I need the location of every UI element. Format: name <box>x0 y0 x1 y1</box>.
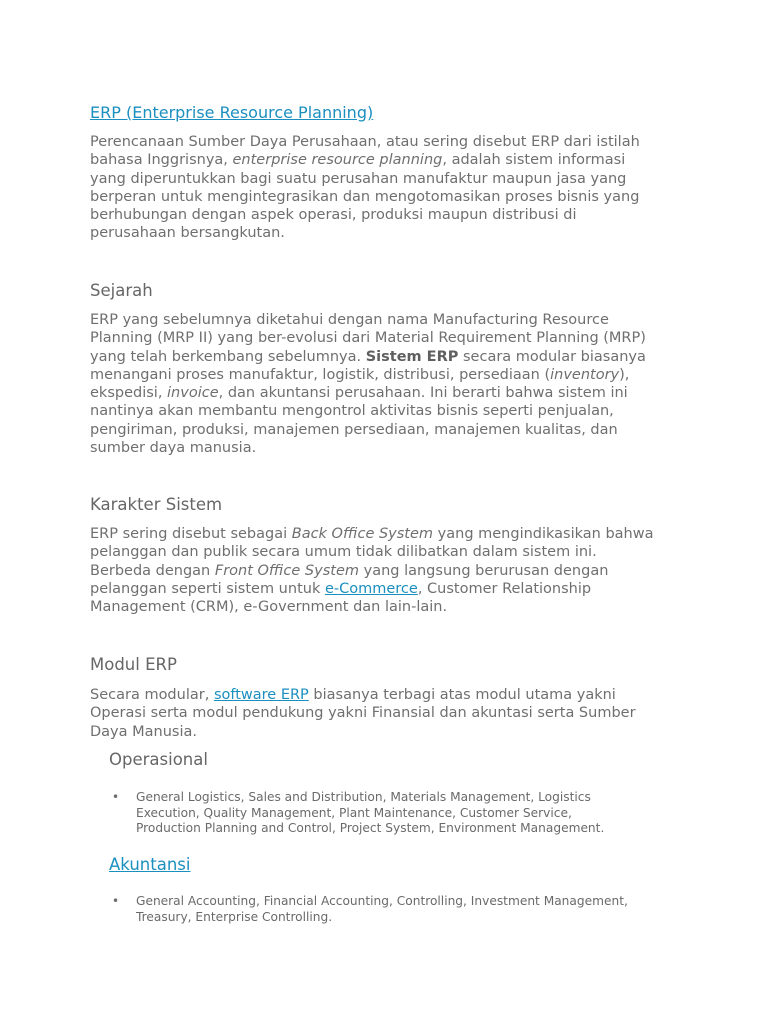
akuntansi-list <box>109 894 628 925</box>
akuntansi-line-1: General Accounting, Financial Accounting, Controlling, Investment Management, <box>136 894 628 908</box>
subheading-operasional: Operasional <box>109 750 208 769</box>
intro-line-2 <box>90 151 640 169</box>
karakter-text: Berbeda dengan <box>90 562 215 579</box>
karakter-text: yang langsung berurusan dengan <box>359 562 609 579</box>
modul-line-3: Daya Manusia. <box>90 723 197 740</box>
bullet-icon: • <box>112 790 120 804</box>
operasional-line-2: Execution, Quality Management, Plant Maintenance, Customer Service, <box>136 805 572 820</box>
modul-paragraph <box>90 686 636 741</box>
operasional-list <box>109 790 604 837</box>
intro-emphasis: enterprise resource planning <box>232 152 443 169</box>
sejarah-emphasis: inventory <box>550 366 620 383</box>
sejarah-line-4 <box>90 366 646 384</box>
karakter-line-5: Management (CRM), e-Government dan lain-lain. <box>90 599 448 616</box>
operasional-line-1: General Logistics, Sales and Distribution, Materials Management, Logistics <box>136 790 591 804</box>
karakter-text: ERP sering disebut sebagai <box>90 526 292 542</box>
intro-text: , adalah sistem informasi <box>442 152 626 169</box>
karakter-text: yang mengindikasikan bahwa <box>433 526 654 542</box>
karakter-text: , Customer Relationship <box>417 580 592 597</box>
modul-line-1 <box>90 686 636 704</box>
subheading-akuntansi-link[interactable]: Akuntansi <box>109 855 191 874</box>
sejarah-line-5 <box>90 384 646 402</box>
sejarah-line-3 <box>90 348 646 366</box>
sejarah-line-2: Planning (MRP II) yang ber-evolusi dari Material Requirement Planning (MRP) <box>90 330 646 347</box>
page-title-link[interactable]: ERP (Enterprise Resource Planning) <box>90 103 374 122</box>
section-heading-modul-erp: Modul ERP <box>90 655 177 674</box>
sejarah-strong: Sistem ERP <box>365 348 459 365</box>
operasional-line-3: Production Planning and Control, Project System, Environment Management. <box>136 821 605 836</box>
bullet-icon: • <box>112 894 120 908</box>
intro-line-1: Perencanaan Sumber Daya Perusahaan, atau sering disebut ERP dari istilah <box>90 134 640 150</box>
intro-line-3: yang diperuntukkan bagi suatu perusahan manufaktur maupun jasa yang <box>90 170 627 187</box>
karakter-line-2: pelanggan dan publik secara umum tidak dilibatkan dalam sistem ini. <box>90 544 597 561</box>
karakter-line-4 <box>90 580 653 598</box>
karakter-line-1 <box>90 525 653 543</box>
section-heading-sejarah: Sejarah <box>90 281 153 300</box>
e-commerce-link[interactable]: e-Commerce <box>324 580 418 597</box>
list-item <box>109 894 628 925</box>
akuntansi-line-2: Treasury, Enterprise Controlling. <box>136 909 333 924</box>
list-item <box>109 790 604 837</box>
sejarah-line-1: ERP yang sebelumnya diketahui dengan nama Manufacturing Resource <box>90 312 609 328</box>
karakter-emphasis: Back Office System <box>291 526 434 542</box>
sejarah-text: , dan akuntansi perusahaan. Ini berarti bahwa sistem ini <box>218 385 628 402</box>
sejarah-text: ekspedisi, <box>90 385 168 402</box>
modul-text: biasanya terbagi atas modul utama yakni <box>308 687 616 703</box>
sejarah-line-7: pengiriman, produksi, manajemen persediaan, manajemen kualitas, dan <box>90 421 618 438</box>
sejarah-text: secara modular biasanya <box>458 348 646 365</box>
sejarah-text: ), <box>619 366 630 383</box>
sejarah-paragraph <box>90 311 646 457</box>
sejarah-line-6: nantinya akan membantu mengontrol aktivitas bisnis seperti penjualan, <box>90 403 614 420</box>
software-erp-link[interactable]: software ERP <box>213 687 309 703</box>
intro-line-4: berperan untuk mengintegrasikan dan mengotomasikan proses bisnis yang <box>90 188 640 205</box>
intro-line-6: perusahaan bersangkutan. <box>90 225 285 242</box>
intro-text: bahasa Inggrisnya, <box>90 152 233 169</box>
sejarah-text: menangani proses manufaktur, logistik, distribusi, persediaan ( <box>90 366 551 383</box>
sejarah-text: yang telah berkembang sebelumnya. <box>90 348 366 365</box>
karakter-text: pelanggan seperti sistem untuk <box>90 580 325 597</box>
sejarah-line-8: sumber daya manusia. <box>90 440 257 457</box>
modul-line-2: Operasi serta modul pendukung yakni Finansial dan akuntasi serta Sumber <box>90 705 636 722</box>
section-heading-karakter-sistem: Karakter Sistem <box>90 495 223 514</box>
intro-paragraph <box>90 133 640 243</box>
sejarah-emphasis: invoice <box>167 385 219 402</box>
intro-line-5: berhubungan dengan aspek operasi, produksi maupun distribusi di <box>90 207 577 224</box>
karakter-emphasis: Front Office System <box>214 562 359 579</box>
modul-text: Secara modular, <box>90 687 214 703</box>
karakter-line-3 <box>90 562 653 580</box>
karakter-paragraph <box>90 525 653 616</box>
